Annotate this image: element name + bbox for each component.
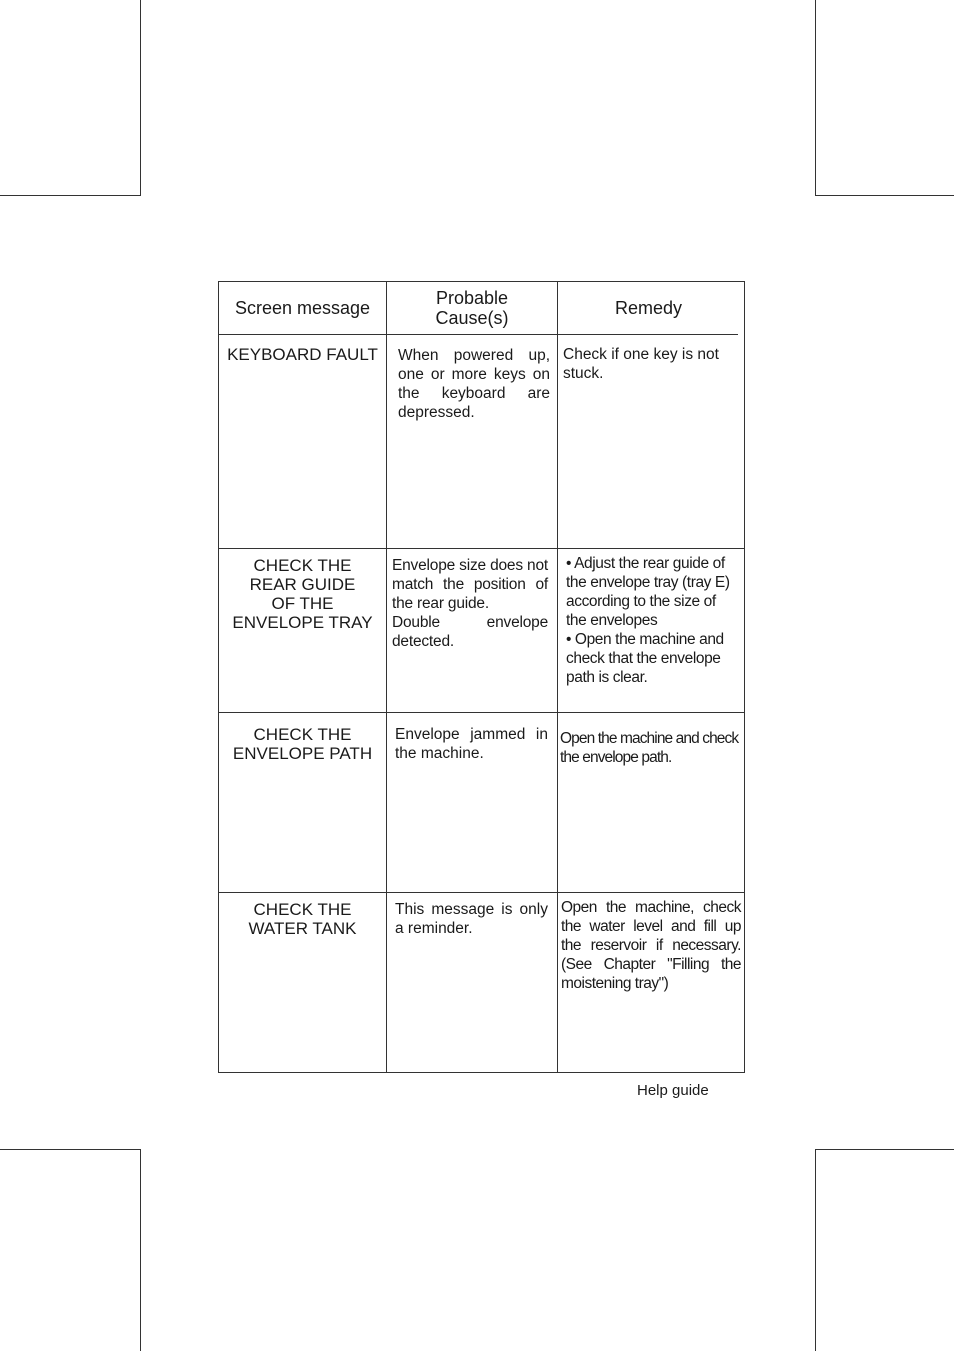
- remedy-text: [566, 554, 736, 687]
- cause-text: Envelope jammed in the machine.: [395, 726, 548, 762]
- remedy-text: [561, 898, 741, 993]
- remedy-line: Check if one key is not stuck.: [563, 346, 719, 382]
- crop-mark: [0, 1149, 141, 1150]
- cause-text: Envelope size does not match the position of the rear guide. Double envelope detected.: [392, 557, 548, 650]
- message-check-envelope-path: CHECK THE ENVELOPE PATH: [232, 725, 373, 763]
- crop-mark: [815, 195, 954, 196]
- remedy-text: [560, 729, 741, 767]
- message-keyboard-fault: KEYBOARD FAULT: [227, 345, 378, 364]
- cause-text: When powered up, one or more keys on the keyboard are depressed.: [398, 347, 550, 421]
- header-probable-causes: Probable Cause(s): [435, 288, 509, 328]
- crop-mark: [815, 0, 816, 195]
- remedy-line: Open the machine and check the envelope path.: [560, 730, 739, 766]
- remedy-text: [563, 345, 735, 383]
- header-screen-message: Screen message: [234, 298, 371, 318]
- crop-mark: [0, 195, 141, 196]
- remedy-line: • Open the machine and check that the envelope path is clear.: [566, 631, 724, 686]
- crop-mark: [140, 1149, 141, 1351]
- crop-mark: [815, 1149, 816, 1351]
- header-remedy: Remedy: [614, 298, 683, 318]
- crop-mark: [815, 1149, 954, 1150]
- remedy-line: • Adjust the rear guide of the envelope tray (tray E) according to the size of the envelopes: [566, 555, 730, 629]
- message-check-rear-guide: CHECK THE REAR GUIDE OF THE ENVELOPE TRAY: [232, 556, 373, 632]
- crop-mark: [140, 0, 141, 195]
- footer-label: Help guide: [637, 1082, 709, 1099]
- remedy-line: Open the machine, check the water level and fill up the reservoir if necessary. (See Chapter "Filling the moistening tray"): [561, 899, 741, 992]
- cause-text: This message is only a reminder.: [395, 901, 548, 937]
- help-table: [218, 281, 745, 1073]
- message-check-water-tank: CHECK THE WATER TANK: [248, 900, 357, 938]
